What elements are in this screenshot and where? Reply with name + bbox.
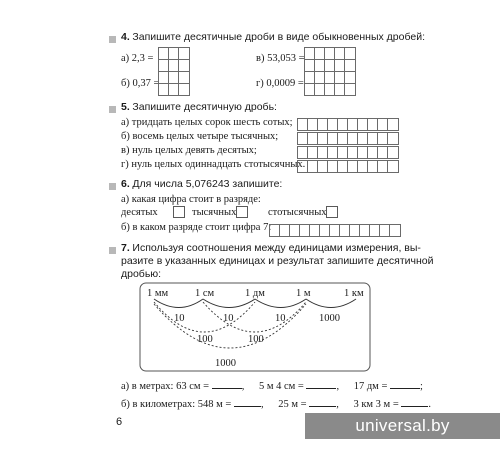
unit-km: 1 км xyxy=(344,288,364,299)
unit-m: 1 м xyxy=(296,288,311,299)
ratio-cm-dm: 10 xyxy=(223,313,234,324)
arc-mm-m xyxy=(154,304,306,348)
task7-number: 7. xyxy=(121,242,130,254)
task6-text: Для числа 5,076243 запишите: xyxy=(132,178,283,190)
task4-item-d-grid-lower[interactable] xyxy=(304,83,356,96)
task4-item-c-grid-lower[interactable] xyxy=(158,83,190,96)
task6-b-label: б) в каком разряде стоит цифра 7: xyxy=(121,222,272,233)
task5-item-b-label: б) восемь целых четыре тысячных; xyxy=(121,131,279,142)
unit-cm: 1 см xyxy=(195,288,215,299)
task7-b-blank-3[interactable] xyxy=(401,406,428,407)
section-marker-5 xyxy=(109,106,116,113)
task7-b-item-3: 3 км 3 м = xyxy=(353,399,399,410)
task7-heading-line-3: дробью: xyxy=(121,268,162,280)
arc-mm-cm xyxy=(154,299,203,308)
task7-b-item-1: 548 м = xyxy=(197,399,232,410)
section-marker-6 xyxy=(109,183,116,190)
task5-item-d-grid[interactable] xyxy=(297,160,399,173)
task6-place-thousandths-box[interactable] xyxy=(236,206,248,218)
task7-a-blank-2[interactable] xyxy=(306,388,336,389)
task5-item-d-label: г) нуль целых одиннадцать стотысячных. xyxy=(121,159,306,170)
task7-a-row: а) в метрах: 63 см = , 5 м 4 см = , 17 дм = ; xyxy=(121,381,423,392)
arc-m-km xyxy=(306,299,356,308)
arc-dm-m xyxy=(255,299,306,308)
watermark: universal.by xyxy=(305,413,500,439)
task4-number: 4. xyxy=(121,31,130,43)
task7-a-item-3: 17 дм = xyxy=(353,381,388,392)
ratio-cm-m: 100 xyxy=(248,334,264,345)
unit-dm: 1 дм xyxy=(245,288,265,299)
task5-item-a-grid[interactable] xyxy=(297,118,399,131)
task4-text: Запишите десятичные дроби в виде обыкновенных дробей: xyxy=(132,31,426,43)
ratio-dm-m: 10 xyxy=(275,313,286,324)
task7-a-item-2: 5 м 4 см = xyxy=(258,381,304,392)
units-diagram xyxy=(139,282,371,372)
arc-cm-dm xyxy=(203,299,255,308)
page-number: 6 xyxy=(116,416,123,428)
task5-number: 5. xyxy=(121,101,130,113)
task4-item-c-label: б) 0,37 = xyxy=(121,78,160,89)
task5-item-a-label: а) тридцать целых сорок шесть сотых; xyxy=(121,117,293,128)
task7-text-1: Используя соотношения между единицами измерения, вы- xyxy=(132,242,421,254)
task7-a-prefix: а) в метрах: xyxy=(121,381,174,392)
task6-place-thousandths-label: тысячных xyxy=(192,207,237,218)
task7-b-item-2: 25 м = xyxy=(278,399,307,410)
ratio-mm-dm: 100 xyxy=(197,334,213,345)
task7-heading-line-2: разите в указанных единицах и результат запишите десятичной xyxy=(121,255,434,267)
task7-a-item-1: 63 см = xyxy=(176,381,210,392)
task6-place-hundred-thousandths-box[interactable] xyxy=(326,206,338,218)
section-marker-7 xyxy=(109,247,116,254)
section-marker-4 xyxy=(109,36,116,43)
task6-place-tenths-box[interactable] xyxy=(173,206,185,218)
task6-b-grid[interactable] xyxy=(269,224,401,237)
task7-b-blank-2[interactable] xyxy=(309,406,336,407)
task7-a-blank-3[interactable] xyxy=(390,388,420,389)
task7-b-row: б) в километрах: 548 м = , 25 м = , 3 км 3 м = . xyxy=(121,399,431,410)
task4-item-b-label: в) 53,053 = xyxy=(256,53,305,64)
task5-item-c-label: в) нуль целых девять десятых; xyxy=(121,145,257,156)
task5-item-c-grid[interactable] xyxy=(297,146,399,159)
task7-a-blank-1[interactable] xyxy=(212,388,242,389)
task5-item-b-grid[interactable] xyxy=(297,132,399,145)
task7-b-prefix: б) в километрах: xyxy=(121,399,196,410)
ratio-mm-cm: 10 xyxy=(174,313,185,324)
task4-item-d-label: г) 0,0009 = xyxy=(256,78,304,89)
task6-place-hundred-thousandths-label: стотысячных xyxy=(268,207,327,218)
ratio-m-km: 1000 xyxy=(319,313,340,324)
unit-mm: 1 мм xyxy=(147,288,169,299)
task5-text: Запишите десятичную дробь: xyxy=(132,101,277,113)
ratio-mm-m: 1000 xyxy=(215,358,236,369)
task7-b-blank-1[interactable] xyxy=(234,406,261,407)
task7-heading-line-1 xyxy=(121,242,421,254)
task6-place-tenths-label: десятых xyxy=(121,207,158,218)
task5-heading xyxy=(121,101,277,113)
task6-number: 6. xyxy=(121,178,130,190)
task6-a-label: а) какая цифра стоит в разряде: xyxy=(121,194,261,205)
task4-heading xyxy=(121,31,425,43)
task6-heading xyxy=(121,178,282,190)
task4-item-a-label: а) 2,3 = xyxy=(121,53,154,64)
